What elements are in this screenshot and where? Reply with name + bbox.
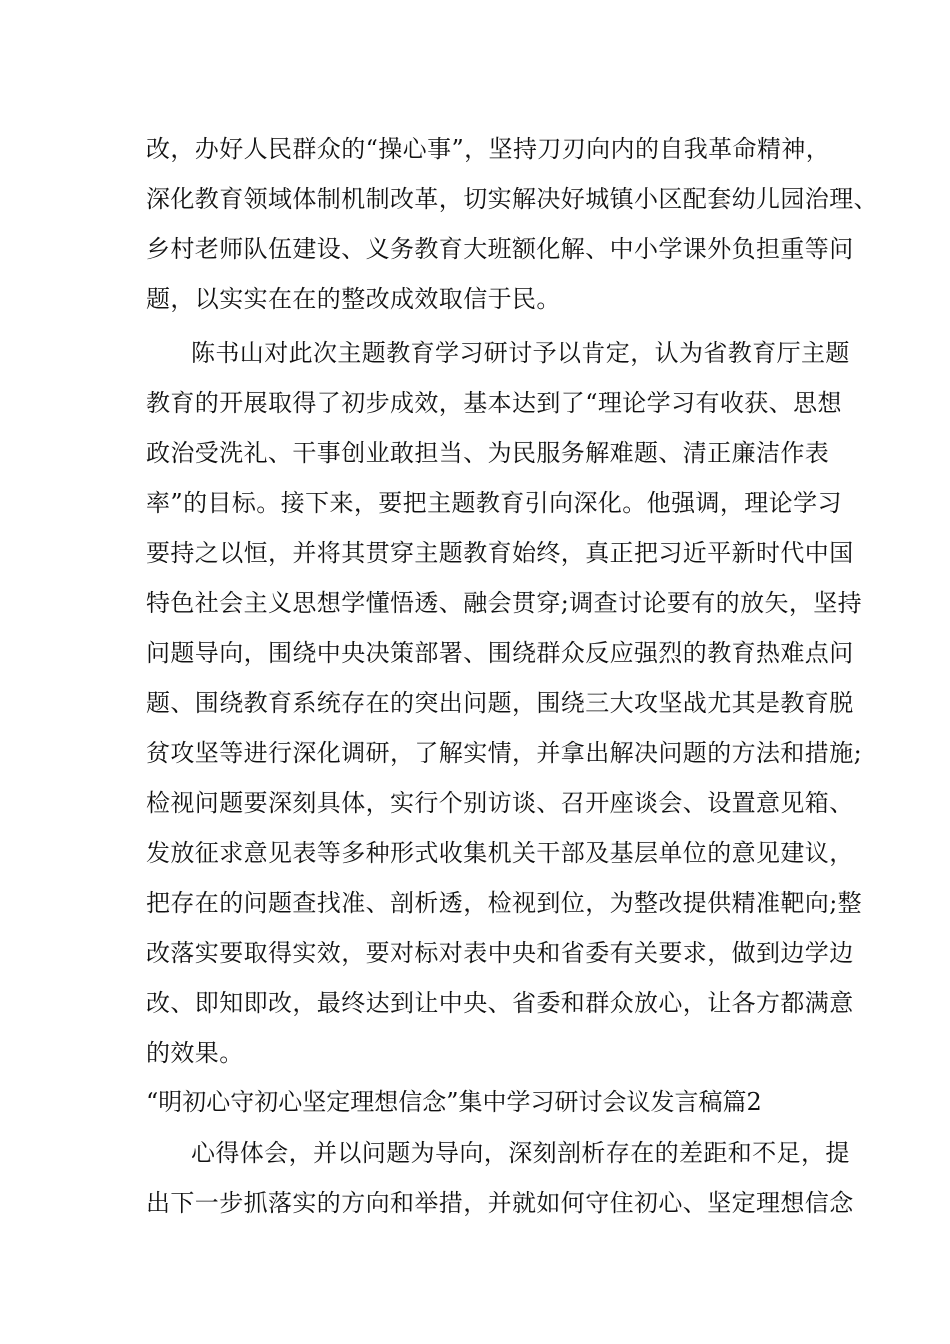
text-line: 教育的开展取得了初步成效，基本达到了“理论学习有收获、思想 bbox=[146, 389, 842, 417]
text-line: 率”的目标。接下来，要把主题教育引向深化。他强调，理论学习 bbox=[146, 489, 842, 517]
text-line: 改，办好人民群众的“操心事”，坚持刀刃向内的自我革命精神， bbox=[146, 135, 831, 163]
text-line: 要持之以恒，并将其贯穿主题教育始终，真正把习近平新时代中国 bbox=[146, 539, 854, 567]
text-line: 改、即知即改，最终达到让中央、省委和群众放心，让各方都满意 bbox=[146, 989, 854, 1017]
text-line: 深化教育领域体制机制改革，切实解决好城镇小区配套幼儿园治理、 bbox=[146, 185, 878, 213]
text-line: 改落实要取得实效，要对标对表中央和省委有关要求，做到边学边 bbox=[146, 939, 854, 967]
text-line: 把存在的问题查找准、剖析透，检视到位，为整改提供精准靶向;整 bbox=[146, 889, 863, 917]
text-line: 贫攻坚等进行深化调研，了解实情，并拿出解决问题的方法和措施; bbox=[146, 739, 863, 767]
text-line: 题、围绕教育系统存在的突出问题，围绕三大攻坚战尤其是教育脱 bbox=[146, 689, 854, 717]
text-line: 题，以实实在在的整改成效取信于民。 bbox=[146, 285, 561, 313]
section-heading: “明初心守初心坚定理想信念”集中学习研讨会议发言稿篇2 bbox=[146, 1088, 762, 1116]
text-line: 检视问题要深刻具体，实行个别访谈、召开座谈会、设置意见箱、 bbox=[146, 789, 854, 817]
text-line: 发放征求意见表等多种形式收集机关干部及基层单位的意见建议， bbox=[146, 839, 854, 867]
text-line: 问题导向，围绕中央决策部署、围绕群众反应强烈的教育热难点问 bbox=[146, 639, 854, 667]
text-line: 陈书山对此次主题教育学习研讨予以肯定，认为省教育厅主题 bbox=[191, 339, 850, 367]
text-line: 政治受洗礼、干事创业敢担当、为民服务解难题、清正廉洁作表 bbox=[146, 439, 830, 467]
text-line: 心得体会，并以问题为导向，深刻剖析存在的差距和不足，提 bbox=[191, 1139, 850, 1167]
text-line: 乡村老师队伍建设、义务教育大班额化解、中小学课外负担重等问 bbox=[146, 235, 854, 263]
text-line: 特色社会主义思想学懂悟透、融会贯穿;调查讨论要有的放矢，坚持 bbox=[146, 589, 863, 617]
text-line: 出下一步抓落实的方向和举措，并就如何守住初心、坚定理想信念 bbox=[146, 1189, 854, 1217]
text-line: 的效果。 bbox=[146, 1039, 244, 1067]
